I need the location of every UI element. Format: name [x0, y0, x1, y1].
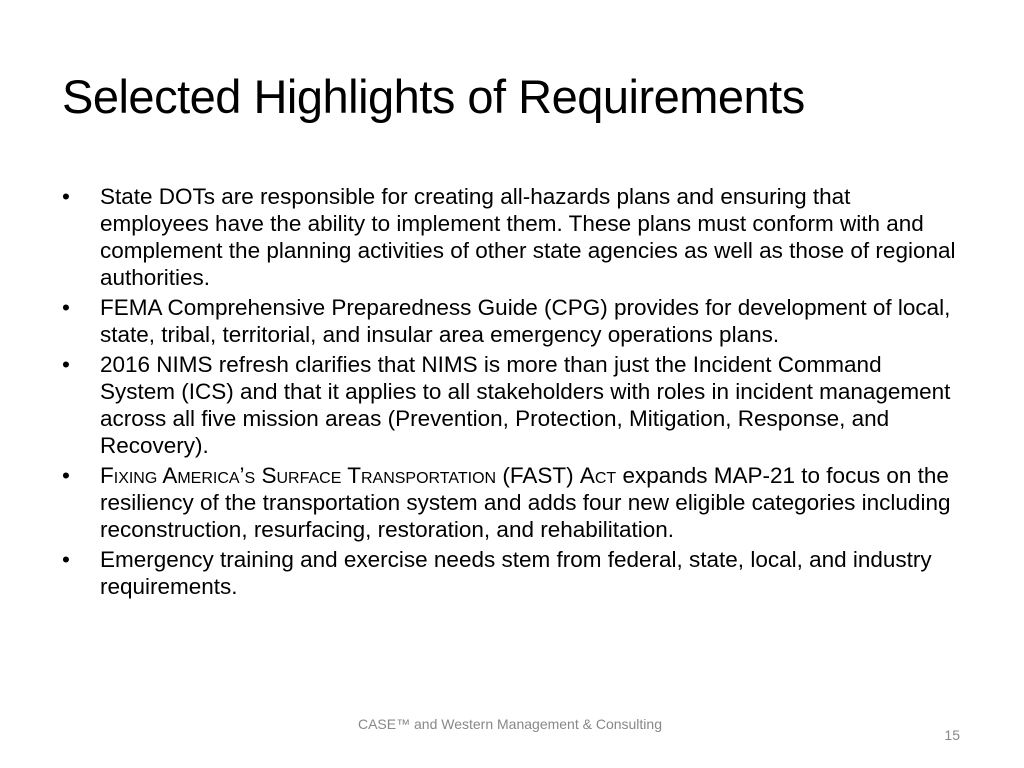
bullet-icon: • — [62, 184, 70, 209]
bullet-text — [100, 463, 950, 542]
page-number: 15 — [944, 727, 960, 743]
bullet-item — [62, 294, 962, 348]
bullet-icon: • — [62, 547, 70, 572]
bullet-text: Emergency training and exercise needs stem from federal, state, local, and industry requirements. — [100, 547, 932, 599]
act-abbrev: (FAST) — [496, 463, 580, 488]
bullet-item — [62, 351, 962, 459]
act-description: expands MAP-21 to focus on the resiliency of the transportation system and adds four new eligible categories including reconstruction, resurfacing, restoration, and rehabilitation. — [100, 463, 951, 542]
bullet-text: FEMA Comprehensive Preparedness Guide (CPG) provides for development of local, state, tribal, territorial, and insular area emergency operations plans. — [100, 295, 951, 347]
bullet-text: State DOTs are responsible for creating all-hazards plans and ensuring that employees have the ability to implement them. These plans must conform with and complement the planning activities of other state agencies as well as those of regional authorities. — [100, 184, 956, 290]
act-name: Fixing America’s Surface Transportation — [100, 463, 497, 488]
bullet-item — [62, 546, 962, 600]
bullet-text: 2016 NIMS refresh clarifies that NIMS is more than just the Incident Command System (ICS) and that it applies to all stakeholders with roles in incident management across all five mission areas (Prevention, Protection, Mitigation, Response, and Recovery). — [100, 352, 951, 458]
bullet-icon: • — [62, 352, 70, 377]
bullet-icon: • — [62, 295, 70, 320]
footer-text: CASE™ and Western Management & Consulting — [357, 716, 662, 732]
bullet-icon: • — [62, 463, 70, 488]
slide-title: Selected Highlights of Requirements — [62, 70, 805, 123]
bullet-item — [62, 462, 962, 543]
act-word: Act — [579, 463, 617, 488]
bullet-item — [62, 183, 962, 291]
bullet-list — [62, 183, 962, 603]
